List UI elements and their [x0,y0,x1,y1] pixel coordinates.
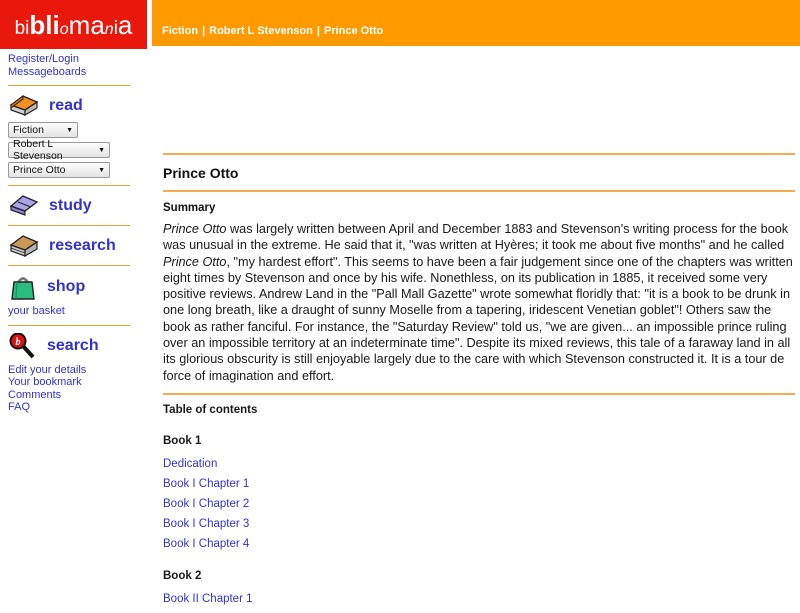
logo-letter: i [113,18,118,39]
breadcrumb-separator: | [202,25,206,37]
content-rule [163,393,795,395]
breadcrumb-separator: | [316,25,320,37]
magnifier-icon [8,333,38,360]
tan-book-icon [8,233,40,258]
main-content [163,46,795,613]
sidebar-item-read[interactable] [8,93,150,118]
author-select-value: Robert L Stevenson [13,138,63,162]
content-rule [163,153,795,155]
sidebar-item-study[interactable] [8,193,150,218]
toc-link-book1-chapter3[interactable]: Book I Chapter 3 [163,517,250,530]
genre-select-value: Fiction [13,124,44,136]
lavender-book-icon [8,193,40,218]
logo-letter: o [59,21,69,38]
breadcrumb-author[interactable]: Robert L Stevenson [209,25,313,37]
logo-letter: bli [29,10,60,40]
breadcrumb-fiction[interactable]: Fiction [162,25,199,37]
toc-link-book2-chapter1[interactable]: Book II Chapter 1 [163,592,253,605]
messageboards-link[interactable]: Messageboards [8,65,87,78]
logo-letter: ma [68,10,105,40]
register-login-link[interactable]: Register/Login [8,53,79,65]
author-select[interactable] [8,138,110,162]
sidebar-divider [8,185,130,186]
dropdown-arrow-icon: ▼ [66,126,73,134]
book-select-value: Prince Otto [13,164,66,176]
dropdown-arrow-icon: ▼ [98,166,105,174]
toc-heading: Table of contents [163,403,258,416]
green-shopping-bag-icon [8,273,38,301]
sidebar-item-research[interactable] [8,233,150,258]
sidebar [8,53,150,414]
genre-select[interactable] [8,122,78,138]
sidebar-divider [8,265,130,266]
toc-link-book1-chapter4[interactable]: Book I Chapter 4 [163,537,250,550]
logo-letter: b [14,18,26,39]
sidebar-divider [8,225,130,226]
breadcrumb-bar [152,0,800,46]
toc-link-book1-chapter2[interactable]: Book I Chapter 2 [163,497,250,510]
bibliomania-logo[interactable] [0,0,147,49]
summary-heading: Summary [163,202,216,214]
summary-segment: was largely written between April and December 1883 and Stevenson's writing process for the book was unusual in the extreme. He said that it, "was written at Hyères; it took me about five months" and he called [163,222,789,253]
sidebar-item-label: research [49,236,116,254]
your-basket-link[interactable]: your basket [8,305,65,317]
orange-book-icon [8,93,40,118]
breadcrumb [162,25,383,37]
sidebar-item-label: search [47,337,99,354]
content-rule [163,190,795,192]
logo-letter: a [117,10,133,40]
toc-link-book1-chapter1[interactable]: Book I Chapter 1 [163,477,250,490]
summary-segment: Prince Otto [163,254,227,269]
sidebar-item-search[interactable] [8,333,150,360]
breadcrumb-title[interactable]: Prince Otto [323,25,384,37]
logo-letter: n [104,21,114,38]
sidebar-item-label: read [49,96,83,114]
toc-book-2-title: Book 2 [163,569,202,582]
summary-segment: Prince Otto [163,222,227,236]
dropdown-arrow-icon: ▼ [98,146,105,154]
sidebar-divider [8,325,130,326]
comments-link[interactable]: Comments [8,388,62,401]
sidebar-bottom-links [8,364,150,414]
sidebar-item-label: shop [47,278,86,295]
page-title: Prince Otto [163,165,239,181]
logo-letter: i [25,18,30,39]
your-bookmark-link[interactable]: Your bookmark [8,376,82,388]
toc-book-1-title: Book 1 [163,434,202,447]
edit-your-details-link[interactable]: Edit your details [8,363,87,376]
svg-text:b: b [15,336,21,348]
summary-segment: , "my hardest effort". This seems to have been a fair judgement since one of the chapters was written eight times by Stevenson and once by his wife. Nonethless, on its publication in 1885, it received some very positive reviews. Andrew Land in the "Pall Mall Gazette" wrote somewhat floridly that: "it is a book to be drunk in one long breath, like a draught of sunny Moselle from a tapering, iridescent Venetian goblet"! Others saw the book as rather fanciful. For instance, the "Saturday Review" told us, "we are given... an impossible prince ruling over an impossible territory at an indeterminate time". Despite its mixed reviews, this tale of a faraway land in all its glorious obscurity is still enjoyable largely due to the care with which Stevenson constructed it. It is a tour de force of imagination and effort. [163,254,793,383]
sidebar-item-label: study [49,196,92,214]
book-select[interactable] [8,162,110,178]
summary-paragraph [163,221,795,384]
faq-link[interactable]: FAQ [8,401,31,413]
toc-link-dedication[interactable]: Dedication [163,457,218,470]
sidebar-item-shop[interactable] [8,273,150,301]
sidebar-divider [8,85,130,86]
